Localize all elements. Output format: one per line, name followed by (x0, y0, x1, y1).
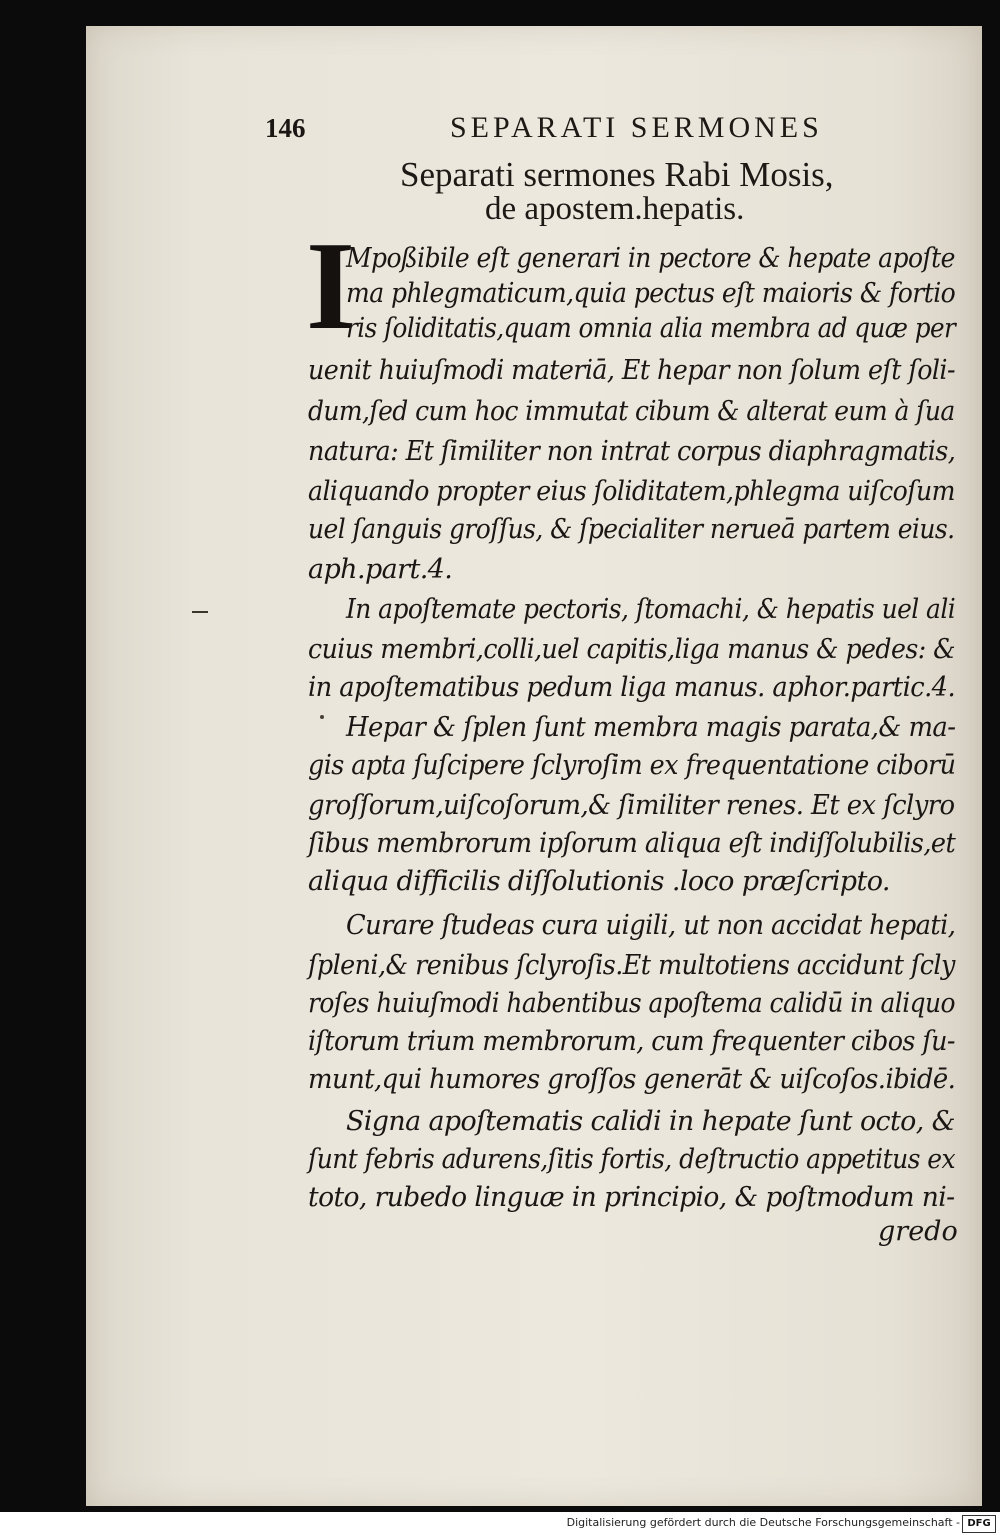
running-title: SEPARATI SERMONES (450, 111, 823, 144)
text-line: ma phlegmaticum,quia pectus eſt maioris & fortio (346, 278, 956, 309)
text-line: munt,qui humores groſſos generāt & uiſcoſos.ibidē. (308, 1064, 956, 1095)
chapter-title-line-2: de apostem.hepatis. (485, 191, 745, 227)
text-line: gis apta ſuſcipere ſclyroſim ex frequentatione ciborū (308, 750, 956, 781)
footer-credit: Digitalisierung gefördert durch die Deutsche Forschungsgemeinschaft - (566, 1516, 960, 1529)
text-line: uel ſanguis groſſus, & ſpecialiter nerueā partem eius. (308, 514, 955, 545)
text-line: groſſorum,uiſcoſorum,& ſimiliter renes. Et ex ſclyro (308, 790, 955, 821)
text-line: dum,ſed cum hoc immutat cibum & alterat eum à ſua (308, 396, 955, 427)
text-line: in apoſtematibus pedum liga manus. aphor.partic.4. (308, 672, 956, 703)
text-line: aliqua difficilis diſſolutionis .loco præſcripto. (308, 866, 890, 897)
text-line: uenit huiuſmodi materiā, Et hepar non ſolum eſt ſoli- (308, 355, 955, 386)
text-line: aliquando propter eius ſoliditatem,phlegma uiſcoſum (308, 476, 955, 507)
text-line: ſpleni,& renibus ſclyroſis.Et multotiens accidunt ſcly (308, 950, 955, 981)
chapter-title-line-1: Separati sermones Rabi Mosis, (400, 155, 834, 194)
dfg-logo-icon: DFG (962, 1515, 996, 1533)
text-line: roſes huiuſmodi habentibus apoſtema calidū in aliquo (308, 988, 955, 1019)
text-line: Hepar & ſplen ſunt membra magis parata,& ma- (346, 712, 956, 743)
text-line: ſunt febris adurens,ſitis fortis, deſtructio appetitus ex (308, 1144, 956, 1175)
text-line: natura: Et ſimiliter non intrat corpus diaphragmatis, (308, 436, 956, 467)
text-line: Mpoßibile eſt generari in pectore & hepate apoſte (346, 243, 955, 274)
text-line: toto, rubedo linguæ in principio, & poſtmodum ni- (308, 1182, 955, 1213)
drop-cap: I (306, 217, 356, 356)
text-line: aph.part.4. (308, 554, 453, 585)
text-line: cuius membri,colli,uel capitis,liga manus & pedes: & (308, 634, 956, 665)
digitization-footer (0, 1512, 1000, 1535)
page-number: 146 (265, 113, 306, 143)
text-line: ris ſoliditatis,quam omnia alia membra ad quæ per (346, 313, 956, 344)
text-line: Curare ſtudeas cura uigili, ut non accidat hepati, (346, 910, 956, 941)
catchword: gredo (878, 1216, 958, 1247)
text-line: iſtorum trium membrorum, cum frequenter cibos ſu- (308, 1026, 955, 1057)
text-line: In apoſtemate pectoris, ſtomachi, & hepatis uel ali (346, 594, 956, 625)
text-line: ſibus membrorum ipſorum aliqua eſt indiſſolubilis,et (308, 828, 956, 859)
text-line: Signa apoſtematis calidi in hepate ſunt octo, & (346, 1106, 955, 1137)
